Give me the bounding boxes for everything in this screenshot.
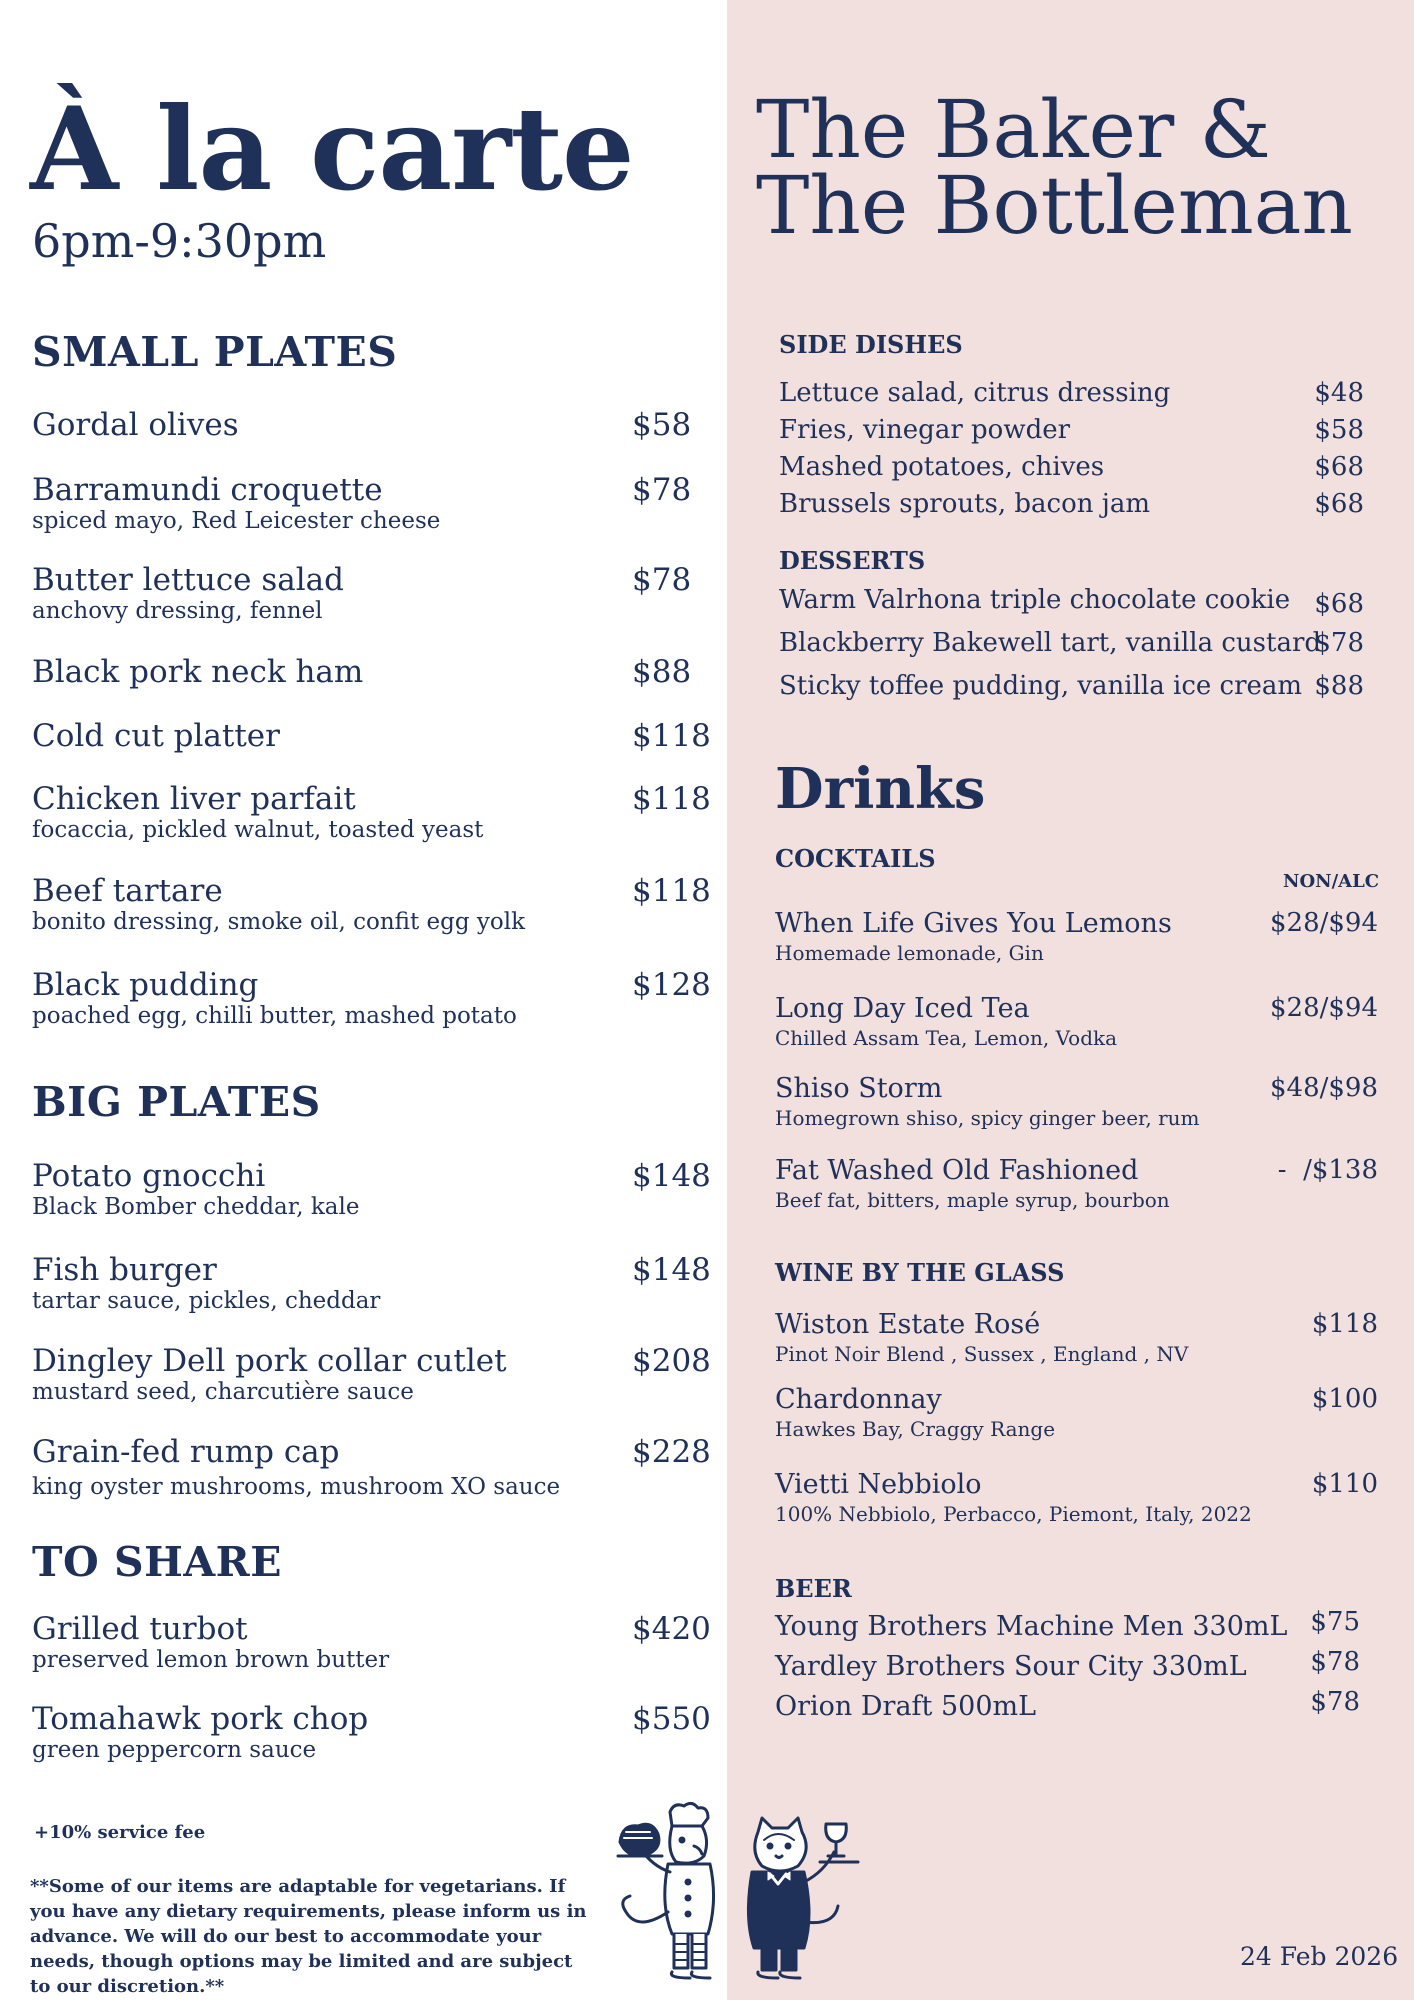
- cocktail-item: [775, 908, 1385, 966]
- restaurant-brand: [756, 83, 1353, 252]
- drink-description: Chilled Assam Tea, Lemon, Vodka: [775, 1026, 1118, 1050]
- item-price: $78: [632, 562, 692, 598]
- list-item: [779, 585, 1389, 628]
- drink-name: Young Brothers Machine Men 330mL: [775, 1611, 1288, 1642]
- item-name: Cold cut platter: [32, 718, 280, 754]
- item-price: $68: [1314, 489, 1364, 519]
- item-price: $68: [1314, 452, 1364, 482]
- drink-name: Wiston Estate Rosé: [775, 1309, 1041, 1340]
- drink-price: $48/$98: [1269, 1073, 1378, 1103]
- item-name: Butter lettuce salad: [32, 562, 345, 598]
- item-price: $118: [632, 873, 711, 909]
- item-price: $208: [632, 1343, 711, 1379]
- drink-description: Homemade lemonade, Gin: [775, 941, 1044, 965]
- side-dishes-heading: SIDE DISHES: [779, 330, 963, 359]
- cocktail-item: [775, 993, 1385, 1051]
- item-description: focaccia, pickled walnut, toasted yeast: [32, 817, 484, 843]
- menu-item-fish-burger: [32, 1252, 712, 1315]
- item-description: poached egg, chilli butter, mashed potato: [32, 1003, 517, 1029]
- item-description: bonito dressing, smoke oil, confit egg yolk: [32, 909, 526, 935]
- menu-item-barramundi-croquette: [32, 472, 712, 535]
- list-item: [779, 415, 1389, 452]
- item-price: $88: [632, 654, 692, 690]
- item-name: Potato gnocchi: [32, 1158, 266, 1194]
- drink-price: $78: [1310, 1647, 1360, 1677]
- item-description: Black Bomber cheddar, kale: [32, 1194, 360, 1220]
- menu-item-butter-lettuce-salad: [32, 562, 712, 625]
- menu-item-chicken-liver-parfait: [32, 781, 712, 844]
- item-name: Warm Valrhona triple chocolate cookie: [779, 585, 1291, 615]
- menu-item-beef-tartare: [32, 873, 712, 936]
- item-price: $78: [1314, 628, 1364, 658]
- wine-item: [775, 1469, 1385, 1527]
- drink-name: When Life Gives You Lemons: [775, 908, 1172, 939]
- item-name: Blackberry Bakewell tart, vanilla custard: [779, 628, 1322, 658]
- beer-heading: BEER: [775, 1574, 852, 1603]
- item-price: $118: [632, 718, 711, 754]
- drink-price: $28/$94: [1269, 993, 1378, 1023]
- menu-item-grilled-turbot: [32, 1611, 712, 1674]
- item-name: Brussels sprouts, bacon jam: [779, 489, 1150, 519]
- beer-item: [775, 1687, 1385, 1731]
- item-price: $148: [632, 1158, 711, 1194]
- drink-name: Fat Washed Old Fashioned: [775, 1155, 1139, 1186]
- menu-date: 24 Feb 2026: [1240, 1942, 1399, 1971]
- big-plates-heading: BIG PLATES: [32, 1078, 321, 1126]
- menu-item-potato-gnocchi: [32, 1158, 712, 1221]
- item-name: Beef tartare: [32, 873, 223, 909]
- item-price: $68: [1314, 589, 1364, 619]
- side-dishes-list: [779, 378, 1389, 526]
- item-price: $48: [1314, 378, 1364, 408]
- wine-item: [775, 1384, 1385, 1442]
- item-price: $78: [632, 472, 692, 508]
- list-item: [779, 452, 1389, 489]
- item-price: $148: [632, 1252, 711, 1288]
- drink-description: Homegrown shiso, spicy ginger beer, rum: [775, 1106, 1200, 1130]
- service-fee-note: +10% service fee: [34, 1822, 206, 1843]
- drink-description: Pinot Noir Blend , Sussex , England , NV: [775, 1342, 1189, 1366]
- desserts-list: [779, 585, 1389, 714]
- item-description: preserved lemon brown butter: [32, 1647, 390, 1673]
- cocktail-item: [775, 1073, 1385, 1131]
- drink-price: $75: [1310, 1607, 1360, 1637]
- item-name: Black pork neck ham: [32, 654, 364, 690]
- beer-item: [775, 1607, 1385, 1651]
- item-price: $228: [632, 1434, 711, 1470]
- brand-line-2: The Bottleman: [756, 159, 1353, 252]
- item-name: Grilled turbot: [32, 1611, 248, 1647]
- drink-name: Yardley Brothers Sour City 330mL: [775, 1651, 1247, 1682]
- item-price: $118: [632, 781, 711, 817]
- non-alc-column-label: NON/ALC: [1283, 871, 1380, 892]
- item-description: tartar sauce, pickles, cheddar: [32, 1288, 381, 1314]
- drink-description: Hawkes Bay, Craggy Range: [775, 1417, 1056, 1441]
- item-name: Lettuce salad, citrus dressing: [779, 378, 1171, 408]
- drink-price: $100: [1311, 1384, 1378, 1414]
- item-price: $550: [632, 1701, 711, 1737]
- item-description: king oyster mushrooms, mushroom XO sauce: [32, 1474, 561, 1500]
- item-description: green peppercorn sauce: [32, 1737, 317, 1763]
- item-description: spiced mayo, Red Leicester cheese: [32, 508, 441, 534]
- drink-price: $78: [1310, 1687, 1360, 1717]
- item-name: Fish burger: [32, 1252, 217, 1288]
- item-name: Fries, vinegar powder: [779, 415, 1071, 445]
- menu-item-gordal-olives: [32, 407, 712, 443]
- item-name: Black pudding: [32, 967, 259, 1003]
- menu-item-pork-collar-cutlet: [32, 1343, 712, 1406]
- small-plates-heading: SMALL PLATES: [32, 328, 398, 376]
- drink-price: $110: [1311, 1469, 1378, 1499]
- item-name: Mashed potatoes, chives: [779, 452, 1105, 482]
- menu-hours: 6pm-9:30pm: [32, 214, 327, 268]
- item-name: Tomahawk pork chop: [32, 1701, 369, 1737]
- item-description: anchovy dressing, fennel: [32, 598, 323, 624]
- item-name: Sticky toffee pudding, vanilla ice cream: [779, 671, 1303, 701]
- item-name: Barramundi croquette: [32, 472, 383, 508]
- cocktail-item: [775, 1155, 1385, 1213]
- drink-name: Chardonnay: [775, 1384, 942, 1415]
- item-description: mustard seed, charcutière sauce: [32, 1379, 414, 1405]
- item-price: $58: [1314, 415, 1364, 445]
- menu-item-grain-fed-rump-cap: [32, 1434, 712, 1501]
- desserts-heading: DESSERTS: [779, 546, 926, 575]
- menu-title: À la carte: [30, 82, 634, 216]
- item-name: Dingley Dell pork collar cutlet: [32, 1343, 507, 1379]
- menu-item-tomahawk-pork-chop: [32, 1701, 712, 1764]
- brand-line-1: The Baker &: [756, 83, 1271, 176]
- to-share-heading: TO SHARE: [32, 1538, 282, 1586]
- beer-item: [775, 1647, 1385, 1691]
- drink-price: $28/$94: [1269, 908, 1378, 938]
- drink-name: Shiso Storm: [775, 1073, 943, 1104]
- drink-name: Long Day Iced Tea: [775, 993, 1030, 1024]
- list-item: [779, 378, 1389, 415]
- drink-name: Orion Draft 500mL: [775, 1691, 1037, 1722]
- menu-item-cold-cut-platter: [32, 718, 712, 754]
- list-item: [779, 671, 1389, 714]
- dietary-note: **Some of our items are adaptable for vegetarians. If you have any dietary requirements, please inform us in advance. We will do our best to accommodate your needs, though options may be limited and are subject to our discretion.**: [30, 1876, 587, 1997]
- item-name: Gordal olives: [32, 407, 239, 443]
- drink-price: - /$138: [1277, 1155, 1378, 1185]
- list-item: [779, 489, 1389, 526]
- item-price: $128: [632, 967, 711, 1003]
- wine-item: [775, 1309, 1385, 1367]
- item-price: $58: [632, 407, 692, 443]
- drink-price: $118: [1311, 1309, 1378, 1339]
- menu-item-black-pudding: [32, 967, 712, 1030]
- item-name: Chicken liver parfait: [32, 781, 356, 817]
- drink-description: 100% Nebbiolo, Perbacco, Piemont, Italy, 2022: [775, 1502, 1252, 1526]
- wine-heading: WINE BY THE GLASS: [775, 1258, 1065, 1287]
- cocktails-heading: COCKTAILS: [775, 844, 936, 873]
- drinks-heading: Drinks: [775, 756, 986, 822]
- drink-name: Vietti Nebbiolo: [775, 1469, 982, 1500]
- item-price: $88: [1314, 671, 1364, 701]
- mascot-illustration: [598, 1802, 868, 1992]
- item-price: $420: [632, 1611, 711, 1647]
- drink-description: Beef fat, bitters, maple syrup, bourbon: [775, 1188, 1170, 1212]
- list-item: [779, 628, 1389, 671]
- menu-item-black-pork-neck-ham: [32, 654, 712, 690]
- item-name: Grain-fed rump cap: [32, 1434, 340, 1470]
